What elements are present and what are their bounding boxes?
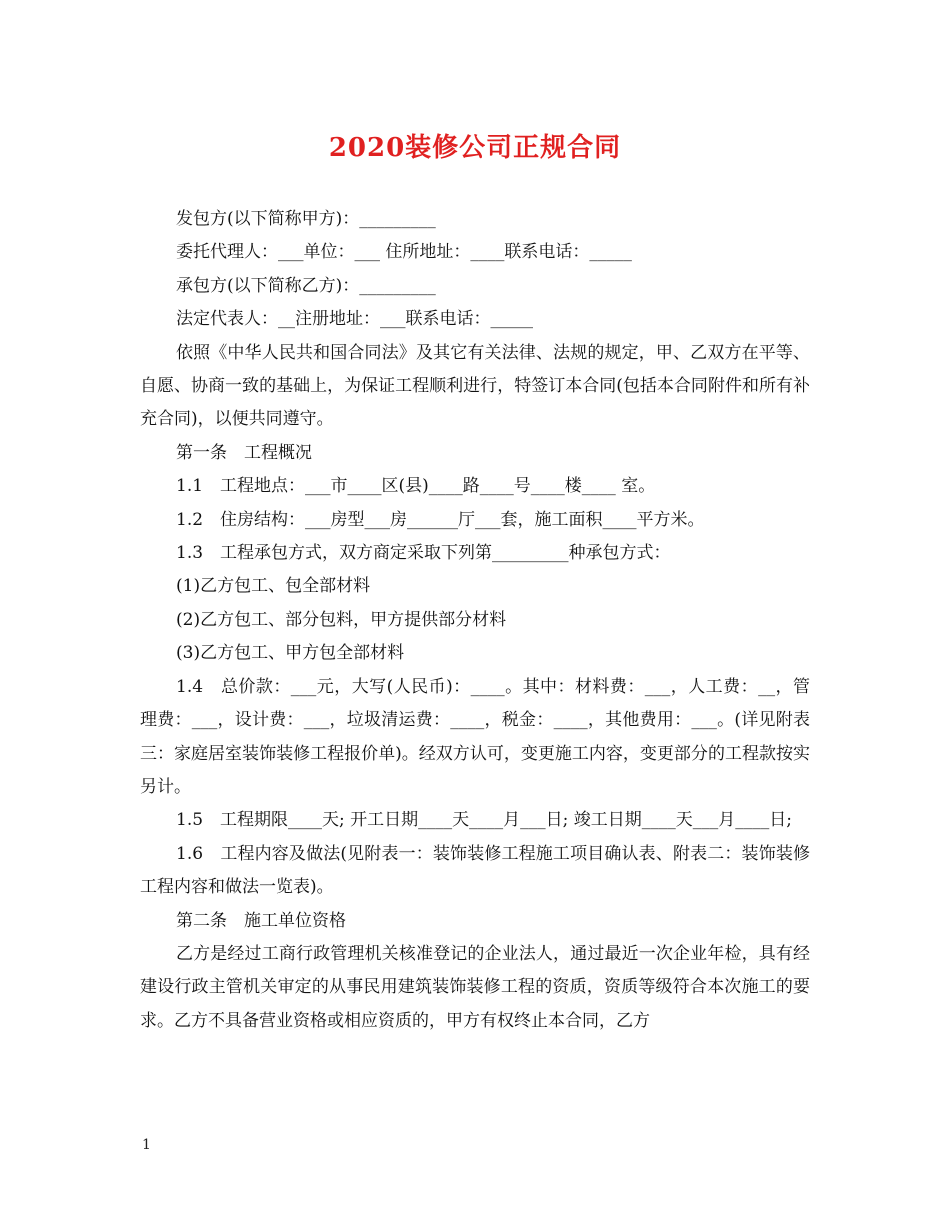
paragraph-contractor-qualification: 乙方是经过工商行政管理机关核准登记的企业法人，通过最近一次企业年检，具有经建设行政主管机关审定的从事民用建筑装饰装修工程的资质，资质等级符合本次施工的要求。乙方不具备营业资格或相应资质的，甲方有权终止本合同，乙方 — [140, 943, 810, 1031]
paragraph-legal-representative: 法定代表人：__注册地址：___联系电话：_____ — [176, 309, 533, 330]
clause-1-2: 1.2 住房结构：___房型___房______厅___套，施工面积____平方米。 — [176, 509, 705, 530]
document-title: 2020装修公司正规合同 — [328, 133, 622, 163]
option-2: (2)乙方包工、部分包料，甲方提供部分材料 — [176, 609, 507, 630]
paragraph-party-a: 发包方(以下简称甲方)：_________ — [176, 209, 436, 229]
paragraph-party-b: 承包方(以下简称乙方)：_________ — [176, 275, 436, 296]
paragraph-preamble: 依照《中华人民共和国合同法》及其它有关法律、法规的规定，甲、乙双方在平等、自愿、协商一致的基础上，为保证工程顺利进行，特签订本合同(包括本合同附件和所有补充合同)，以便共同遵守。 — [140, 342, 810, 430]
article-1-heading: 第一条 工程概况 — [176, 442, 312, 463]
clause-1-6: 1.6 工程内容及做法(见附表一：装饰装修工程施工项目确认表、附表二：装饰装修工程内容和做法一览表)。 — [140, 843, 810, 898]
page-number: 1 — [142, 1137, 151, 1153]
document-body — [140, 203, 810, 1038]
paragraph-agent: 委托代理人：___单位：___ 住所地址：____联系电话：_____ — [176, 242, 632, 263]
option-3: (3)乙方包工、甲方包全部材料 — [176, 643, 405, 664]
clause-1-4: 1.4 总价款：___元，大写(人民币)：____。其中：材料费：___，人工费：__，管理费：___，设计费：___，垃圾清运费：____，税金：____，其他费用：___。(详见附表三：家庭居室装饰装修工程报价单)。经双方认可，变更施工内容，变更部分的工程款按实另计。 — [140, 676, 810, 797]
article-2-heading: 第二条 施工单位资格 — [176, 910, 346, 931]
option-1: (1)乙方包工、包全部材料 — [176, 576, 371, 597]
clause-1-1: 1.1 工程地点：___市____区(县)____路____号____楼____ 室。 — [176, 476, 656, 497]
clause-1-5: 1.5 工程期限____天; 开工日期____天____月___日; 竣工日期____天___月____日; — [176, 810, 793, 831]
clause-1-3: 1.3 工程承包方式，双方商定采取下列第_________种承包方式： — [176, 543, 671, 564]
